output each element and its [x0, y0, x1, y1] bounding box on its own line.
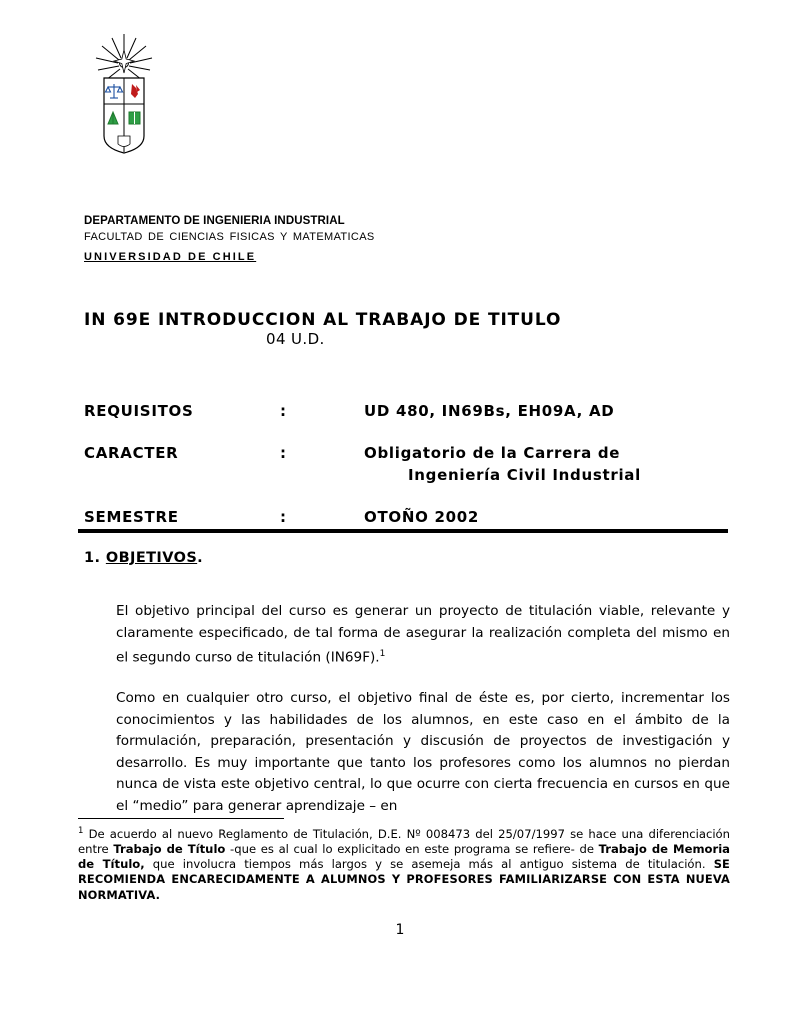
footnote-bold-1: Trabajo de Título — [113, 842, 226, 857]
section-body — [116, 601, 730, 817]
info-row-semestre — [84, 506, 744, 528]
footnote-text-2: -que es al cual lo explicitado en este programa se refiere- de — [225, 842, 599, 857]
info-label: CARACTER — [84, 444, 179, 462]
course-title: IN 69E INTRODUCCION AL TRABAJO DE TITULO — [84, 310, 562, 330]
info-value: OTOÑO 2002 — [364, 508, 480, 526]
paragraph-1 — [116, 601, 730, 669]
footnote-text-4: . — [701, 857, 714, 872]
paragraph-1-text: El objetivo principal del curso es generar un proyecto de titulación viable, relevante y claramente especificado, de tal forma de asegurar la realización completa del mismo en el segundo curso de titulación (IN69F). — [116, 603, 730, 666]
course-info-table — [84, 400, 744, 548]
footnote-emphasis: SE RECOMIENDA ENCARECIDAMENTE A ALUMNOS Y PROFESORES FAMILIARIZARSE CON ESTA NUEVA NORMATIVA. — [78, 857, 730, 902]
footnote-bold-2: Trabajo de Memoria de Título, — [78, 842, 731, 872]
faculty-name: FACULTAD DE CIENCIAS FISICAS Y MATEMATICAS — [84, 231, 375, 243]
info-label: SEMESTRE — [84, 508, 179, 526]
info-separator: : — [280, 508, 287, 526]
section-heading-objetivos — [84, 550, 203, 566]
footnote-text-1: De acuerdo al nuevo Reglamento de Titulación, D.E. Nº 008473 del 25/07/1997 se hace una diferenciación entre — [78, 826, 730, 857]
info-separator: : — [280, 402, 287, 420]
footnote-marker: 1 — [78, 826, 84, 836]
info-value-line2: Ingeniería Civil Industrial — [408, 466, 641, 484]
university-of-chile-coat-of-arms-icon — [92, 32, 156, 154]
paragraph-2: Como en cualquier otro curso, el objetivo final de éste es, por cierto, incrementar los conocimientos y las habilidades de los alumnos, en este caso en el ámbito de la formulación, preparación, presentación y discusión de proyectos de investigación y desarrollo. Es muy importante que tanto los profesores como los alumnos no pierdan nunca de vista este objetivo central, lo que ocurre con cierta frecuencia en cursos en que el “medio” para generar aprendizaje – en — [116, 690, 730, 814]
section-title-suffix: . — [197, 550, 204, 566]
info-label: REQUISITOS — [84, 402, 194, 420]
info-value — [364, 442, 744, 486]
horizontal-rule — [78, 529, 728, 533]
university-name: UNIVERSIDAD DE CHILE — [84, 251, 257, 263]
footnote-block — [78, 824, 730, 903]
info-row-caracter — [84, 442, 744, 486]
footnote-reference: 1 — [379, 649, 386, 659]
course-credits: 04 U.D. — [266, 330, 325, 348]
info-value: UD 480, IN69Bs, EH09A, AD — [364, 402, 615, 420]
department-name: DEPARTAMENTO DE INGENIERIA INDUSTRIAL — [84, 215, 345, 227]
institution-header — [84, 214, 724, 265]
info-separator: : — [280, 444, 287, 462]
section-number: 1. — [84, 550, 101, 566]
footnote-separator — [78, 818, 284, 819]
page-number: 1 — [395, 922, 405, 938]
section-title: OBJETIVOS — [105, 550, 198, 566]
footnote-text-3: que involucra tiempos más largos y se asemeja más al antiguo sistema de titulación — [144, 857, 702, 872]
info-value-line1: Obligatorio de la Carrera de — [364, 444, 621, 462]
info-row-requisitos — [84, 400, 744, 422]
